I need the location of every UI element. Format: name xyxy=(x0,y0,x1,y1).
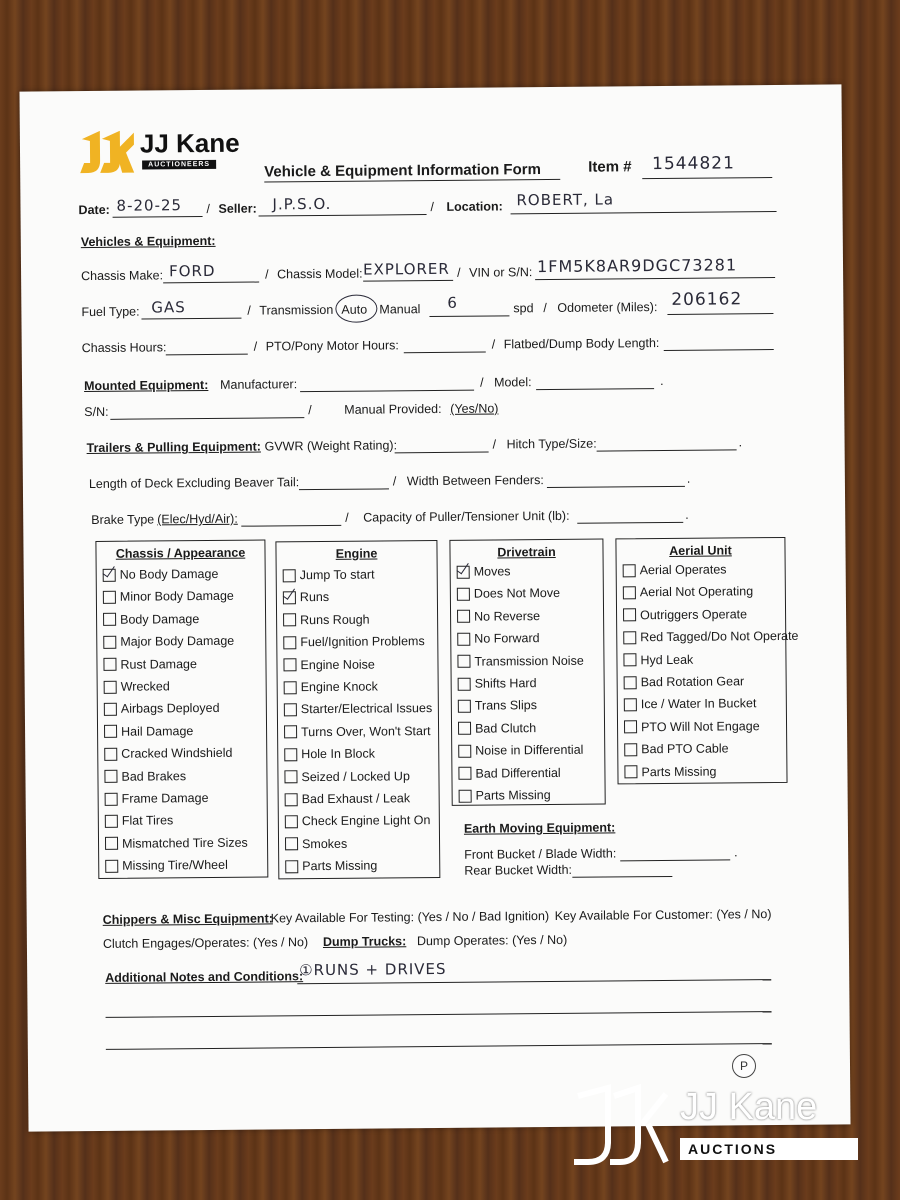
checkbox-item[interactable] xyxy=(458,697,537,716)
checkbox[interactable] xyxy=(624,676,637,689)
form-paper: JJ Kane AUCTIONEERS Vehicle & Equipment Information Form Item # 1544821 Date: 8-20-25 / Seller: J.P.S.O. / Location: ROBERT, La Vehicles & Equipment: Chassis Make: FORD / Chassis Model: EXPLORER / VIN or S/N: 1FM5K8AR9DGC73281 Fuel Type: GAS / Transmission Auto Manual 6 spd / Odometer (Miles): 206162 Chassis Hours: / PTO/Pony Motor Hours: / Flatbed/Dump Body Length: Mounted Equipment: Manufacturer: / Model: . S/N: / Manual Provided: (Yes/No) Trailers & Pulling Equipment: GVWR (Weight Rating): / Hitch Type/Size: . Length of Deck Excluding Beaver Tail: / Width Between Fenders: . Brake Type (Elec/Hyd/Air): / Capacity of Puller/Tensioner Unit (lb): . Chassis / Appearance No Body Damage Minor Body Damage Body Damage Major Body Damage Rust Damage Wrecked Airbags Deployed Hail Damage Cracked Windshield Bad Brakes Frame Damage Flat Tires Mismatched Tire Sizes Missing Tire/Wheel Engine Jump To start Runs Runs Rough Fuel/Ignition Problems Engine Noise Engine Knock Starter/Electrical Issues Turns Over, Won't Start Hole In Block Seized / Locked Up Bad Exhaust / Leak Check Engine Light On Smokes Parts Missing Drivetrain Moves Does Not Move No Reverse No Forward Transmission Noise Shifts Hard Trans Slips Bad Clutch Noise in Differential Bad Differential Parts Missing Aerial Unit Aerial Operates Aerial Not Operating Outriggers Operate Red Tagged/Do Not Operate Hyd Leak Bad Rotation Gear Ice / Water In Bucket PTO Will Not Engage Bad PTO Cable Parts Missing Earth Moving Equipment: Front Bucket / Blade Width: . Rear Bucket Width: Chippers & Misc Equipment: Key Available For Testing: (Yes / No / Bad Ignition) Key Available For Customer: (Yes / No) Clutch Engages/Operates: (Yes / No) Dump Trucks: Dump Operates: (Yes / No) Additional Notes and Conditions: ①RUNS + DRIVES xyxy=(19,84,850,1131)
checkbox-item[interactable] xyxy=(624,762,716,781)
checkbox-item[interactable] xyxy=(284,767,410,786)
checkbox-label: Parts Missing xyxy=(302,858,378,874)
checkbox-item[interactable] xyxy=(284,722,431,741)
checkbox-item[interactable] xyxy=(105,856,228,875)
item-label: Item # xyxy=(588,158,632,176)
key-testing-text[interactable]: Key Available For Testing: (Yes / No / Bad Ignition) xyxy=(270,909,550,926)
checkbox-item[interactable] xyxy=(285,789,411,808)
checkbox-label: PTO Will Not Engage xyxy=(640,718,760,735)
checkbox-item[interactable] xyxy=(457,629,539,648)
checkbox-label: No Body Damage xyxy=(119,566,219,582)
checkbox-label: Ice / Water In Bucket xyxy=(640,696,757,712)
vehicles-heading: Vehicles & Equipment: xyxy=(80,233,216,250)
checkbox-item[interactable] xyxy=(458,674,537,693)
checkbox-label: Red Tagged/Do Not Operate xyxy=(640,629,799,645)
checkbox-label: Noise in Differential xyxy=(475,742,584,758)
checkbox[interactable] xyxy=(104,703,117,716)
watermark-stamp: P xyxy=(732,1054,756,1078)
checkbox[interactable] xyxy=(623,631,636,644)
chassis-model-value[interactable]: EXPLORER xyxy=(362,259,450,279)
checkbox-label: Minor Body Damage xyxy=(119,589,234,605)
checkbox-label: Bad Clutch xyxy=(474,720,537,736)
location-label: Location: xyxy=(446,199,503,214)
checkbox[interactable] xyxy=(105,815,118,828)
checkbox-item[interactable] xyxy=(458,719,536,738)
checkbox-label: Turns Over, Won't Start xyxy=(301,723,431,739)
checkbox[interactable] xyxy=(457,610,470,623)
checkbox[interactable] xyxy=(103,658,116,671)
checkbox[interactable] xyxy=(104,725,117,738)
checkbox-item[interactable] xyxy=(283,632,425,651)
engine-title: Engine xyxy=(335,546,378,561)
item-value[interactable]: 1544821 xyxy=(652,153,735,175)
checkbox-label: Airbags Deployed xyxy=(120,701,220,717)
checkbox-item[interactable] xyxy=(458,764,560,783)
checkbox[interactable] xyxy=(623,653,636,666)
checkbox-item[interactable] xyxy=(283,610,370,629)
seller-label: Seller: xyxy=(218,201,257,216)
checkbox[interactable] xyxy=(105,837,118,850)
checkbox-label: Rust Damage xyxy=(120,656,197,672)
seller-value[interactable]: J.P.S.O. xyxy=(272,194,332,214)
checkbox[interactable] xyxy=(103,591,116,604)
checkbox-item[interactable] xyxy=(284,678,378,697)
checkbox[interactable] xyxy=(624,698,637,711)
checkbox-item[interactable] xyxy=(623,583,753,602)
checkbox-item[interactable] xyxy=(103,610,199,629)
dump-operates-text[interactable]: Dump Operates: (Yes / No) xyxy=(416,932,568,949)
checkbox[interactable] xyxy=(283,569,296,582)
checkbox-label: Aerial Not Operating xyxy=(639,584,754,600)
checkbox-checked[interactable] xyxy=(283,591,296,604)
checkbox-label: Check Engine Light On xyxy=(301,813,431,829)
checkbox-label: Bad Differential xyxy=(475,765,561,781)
checkbox[interactable] xyxy=(105,792,118,805)
transmission-manual[interactable]: Manual xyxy=(379,302,421,317)
checkbox-item[interactable] xyxy=(284,745,375,764)
notes-heading: Additional Notes and Conditions: xyxy=(105,969,304,985)
checkbox-label: Starter/Electrical Issues xyxy=(300,701,433,717)
checkbox-item[interactable] xyxy=(457,607,540,626)
watermark-sub: AUCTIONS xyxy=(680,1138,858,1160)
checkbox-label: Parts Missing xyxy=(475,787,551,803)
gvwr-label: GVWR (Weight Rating): xyxy=(264,438,398,454)
checkbox-item[interactable] xyxy=(104,699,220,718)
chassis-model-label: Chassis Model: xyxy=(277,266,363,282)
front-bucket-label: Front Bucket / Blade Width: xyxy=(464,846,617,862)
checkbox-item[interactable] xyxy=(104,744,232,763)
fenders-label: Width Between Fenders: xyxy=(406,473,544,489)
checkbox-item[interactable] xyxy=(624,695,757,714)
checkbox-item[interactable] xyxy=(104,677,170,696)
checkbox[interactable] xyxy=(285,860,298,873)
checkbox-label: Mismatched Tire Sizes xyxy=(121,835,248,851)
capacity-label: Capacity of Puller/Tensioner Unit (lb): xyxy=(363,508,570,525)
checkbox-item[interactable] xyxy=(624,672,745,691)
chassis-hours-label: Chassis Hours: xyxy=(81,340,167,356)
checkbox[interactable] xyxy=(624,743,637,756)
checkbox[interactable] xyxy=(283,658,296,671)
checkbox-label: Smokes xyxy=(301,836,348,851)
checkbox-label: Jump To start xyxy=(299,567,375,583)
checkbox-label: Hole In Block xyxy=(301,746,375,762)
engine-box xyxy=(275,540,440,879)
checkbox-item[interactable] xyxy=(457,651,583,670)
earth-moving-heading: Earth Moving Equipment: xyxy=(463,820,616,836)
checkbox-item[interactable] xyxy=(623,560,727,579)
checkbox-label: Runs xyxy=(299,590,330,605)
chassis-make-value[interactable]: FORD xyxy=(168,261,216,281)
checkbox-label: Wrecked xyxy=(120,679,170,694)
logo-name: JJ Kane xyxy=(139,127,240,159)
aerial-unit-box xyxy=(615,537,799,784)
chassis-appearance-title: Chassis / Appearance xyxy=(115,545,246,561)
checkbox[interactable] xyxy=(285,838,298,851)
checkbox-item[interactable] xyxy=(458,741,583,760)
checkbox-label: Aerial Operates xyxy=(639,562,727,578)
checkbox[interactable] xyxy=(457,632,470,645)
checkbox-item[interactable] xyxy=(103,587,234,606)
checkbox[interactable] xyxy=(459,789,472,802)
notes-line-2[interactable] xyxy=(106,1011,772,1018)
manual-provided-label: Manual Provided: xyxy=(344,401,442,417)
jk-watermark-icon xyxy=(568,1084,672,1168)
jj-logo-icon xyxy=(78,131,136,176)
checkbox-label: Flat Tires xyxy=(121,813,174,829)
checkbox-label: Trans Slips xyxy=(474,698,537,714)
checkbox-item[interactable] xyxy=(104,722,193,741)
checkbox[interactable] xyxy=(458,744,471,757)
checkbox[interactable] xyxy=(457,588,470,601)
checkbox[interactable] xyxy=(103,613,116,626)
checkbox-label: Outriggers Operate xyxy=(640,607,748,623)
checkbox[interactable] xyxy=(624,765,637,778)
checkbox[interactable] xyxy=(285,815,298,828)
checkbox-item[interactable] xyxy=(285,835,347,854)
odometer-label: Odometer (Miles): xyxy=(557,300,658,315)
checkbox-item[interactable] xyxy=(103,655,197,674)
checkbox[interactable] xyxy=(104,747,117,760)
checkbox[interactable] xyxy=(284,681,297,694)
checkbox[interactable] xyxy=(457,655,470,668)
checkbox-label: Bad Brakes xyxy=(121,768,187,784)
deck-length-label: Length of Deck Excluding Beaver Tail: xyxy=(88,475,300,492)
trailers-heading: Trailers & Pulling Equipment: xyxy=(86,439,261,456)
chassis-appearance-box xyxy=(95,539,268,878)
fuel-type-value[interactable]: GAS xyxy=(151,298,186,317)
checkbox-item[interactable] xyxy=(283,655,375,674)
dump-trucks-heading: Dump Trucks: xyxy=(322,934,407,949)
checkbox[interactable] xyxy=(458,677,471,690)
chassis-make-label: Chassis Make: xyxy=(81,268,164,284)
checkbox[interactable] xyxy=(284,748,297,761)
brake-type-options[interactable]: (Elec/Hyd/Air): xyxy=(157,511,238,527)
manual-provided-options[interactable]: (Yes/No) xyxy=(450,401,499,416)
checkbox-label: Major Body Damage xyxy=(120,633,235,649)
checkbox[interactable] xyxy=(284,770,297,783)
checkbox-label: Shifts Hard xyxy=(474,676,537,691)
checkbox-item[interactable] xyxy=(624,740,728,759)
date-label: Date: xyxy=(78,202,110,218)
drivetrain-box xyxy=(449,539,605,806)
transmission-auto[interactable]: Auto xyxy=(341,302,368,317)
checkbox-item[interactable] xyxy=(285,811,431,830)
aerial-unit-title: Aerial Unit xyxy=(669,543,732,558)
checkbox-item[interactable] xyxy=(623,605,747,624)
checkbox[interactable] xyxy=(458,722,471,735)
odometer-value[interactable]: 206162 xyxy=(671,289,743,310)
checkbox[interactable] xyxy=(104,770,117,783)
checkbox-item[interactable] xyxy=(103,632,234,651)
checkbox[interactable] xyxy=(623,564,636,577)
manufacturer-label: Manufacturer: xyxy=(219,377,298,392)
checkbox-label: Does Not Move xyxy=(473,586,561,602)
jj-kane-watermark xyxy=(562,1059,872,1172)
sn-label: S/N: xyxy=(84,404,109,420)
notes-line-3[interactable] xyxy=(106,1043,772,1050)
checkbox[interactable] xyxy=(623,586,636,599)
checkbox-label: No Reverse xyxy=(474,608,541,624)
mounted-heading: Mounted Equipment: xyxy=(83,377,209,394)
checkbox-label: Body Damage xyxy=(120,611,200,627)
checkbox-item[interactable] xyxy=(283,566,375,585)
checkbox[interactable] xyxy=(624,721,637,734)
checkbox-label: Engine Noise xyxy=(300,657,375,672)
checkbox-item[interactable] xyxy=(105,789,209,808)
checkbox-item[interactable] xyxy=(624,717,760,736)
vin-label: VIN or S/N: xyxy=(469,265,533,280)
logo-sub: AUCTIONEERS xyxy=(142,160,216,170)
checkbox-item[interactable] xyxy=(459,786,551,805)
checkbox-label: Hail Damage xyxy=(121,723,194,739)
checkbox-label: Transmission Noise xyxy=(474,653,584,669)
checkbox-item[interactable] xyxy=(105,833,248,852)
spd-value[interactable]: 6 xyxy=(447,293,458,312)
checkbox-item[interactable] xyxy=(285,857,377,876)
key-customer-text[interactable]: Key Available For Customer: (Yes / No) xyxy=(554,907,772,923)
transmission-label: Transmission xyxy=(259,302,334,318)
checkbox[interactable] xyxy=(283,614,296,627)
checkbox[interactable] xyxy=(104,680,117,693)
checkbox-label: Runs Rough xyxy=(300,612,370,627)
checkbox-item[interactable] xyxy=(104,767,186,786)
checkbox-item[interactable] xyxy=(283,588,329,606)
checkbox-label: Parts Missing xyxy=(641,764,717,779)
drivetrain-title: Drivetrain xyxy=(497,544,556,560)
watermark-text: JJ Kane xyxy=(680,1086,818,1128)
pto-hours-label: PTO/Pony Motor Hours: xyxy=(265,338,399,354)
checkbox-label: Bad PTO Cable xyxy=(641,741,729,757)
checkbox[interactable] xyxy=(284,703,297,716)
fuel-type-label: Fuel Type: xyxy=(81,304,140,320)
checkbox-label: Fuel/Ignition Problems xyxy=(300,634,425,650)
checkbox-checked[interactable] xyxy=(457,565,470,578)
location-value[interactable]: ROBERT, La xyxy=(516,190,615,210)
checkbox-label: Seized / Locked Up xyxy=(301,768,410,784)
checkbox[interactable] xyxy=(283,636,296,649)
notes-value[interactable]: ①RUNS + DRIVES xyxy=(299,959,447,980)
checkbox-label: No Forward xyxy=(474,631,540,646)
checkbox-item[interactable] xyxy=(623,627,798,647)
vin-value[interactable]: 1FM5K8AR9DGC73281 xyxy=(536,255,738,277)
checkbox-checked[interactable] xyxy=(103,568,116,581)
checkbox[interactable] xyxy=(284,726,297,739)
checkbox-label: Missing Tire/Wheel xyxy=(122,858,228,873)
brake-type-label: Brake Type xyxy=(91,512,155,527)
jj-kane-logo xyxy=(78,128,258,180)
checkbox-item[interactable] xyxy=(103,565,219,584)
flatbed-length-label: Flatbed/Dump Body Length: xyxy=(503,336,660,352)
checkbox-item[interactable] xyxy=(457,584,560,603)
checkbox[interactable] xyxy=(623,609,636,622)
checkbox-label: Bad Rotation Gear xyxy=(640,674,745,690)
checkbox-label: Bad Exhaust / Leak xyxy=(301,791,411,807)
checkbox-item[interactable] xyxy=(284,699,432,718)
checkbox-label: Frame Damage xyxy=(121,790,209,806)
spd-label: spd xyxy=(513,301,534,316)
checkbox-label: Hyd Leak xyxy=(640,652,694,667)
mounted-model-label: Model: xyxy=(493,375,532,390)
checkbox[interactable] xyxy=(285,793,298,806)
checkbox-label: Cracked Windshield xyxy=(121,745,233,761)
checkbox-item[interactable] xyxy=(623,650,693,669)
checkbox[interactable] xyxy=(103,635,116,648)
date-value[interactable]: 8-20-25 xyxy=(116,196,183,215)
checkbox[interactable] xyxy=(458,767,471,780)
checkbox[interactable] xyxy=(458,700,471,713)
rear-bucket-label: Rear Bucket Width: xyxy=(464,862,573,878)
checkbox-label: Engine Knock xyxy=(300,679,378,695)
checkbox[interactable] xyxy=(105,859,118,872)
form-title: Vehicle & Equipment Information Form xyxy=(264,161,541,181)
chippers-heading: Chippers & Misc Equipment: xyxy=(102,911,273,927)
hitch-label: Hitch Type/Size: xyxy=(506,436,597,452)
checkbox-label: Moves xyxy=(473,564,511,579)
checkbox-item[interactable] xyxy=(457,562,511,580)
clutch-text[interactable]: Clutch Engages/Operates: (Yes / No) xyxy=(102,935,309,951)
checkbox-item[interactable] xyxy=(105,812,174,831)
